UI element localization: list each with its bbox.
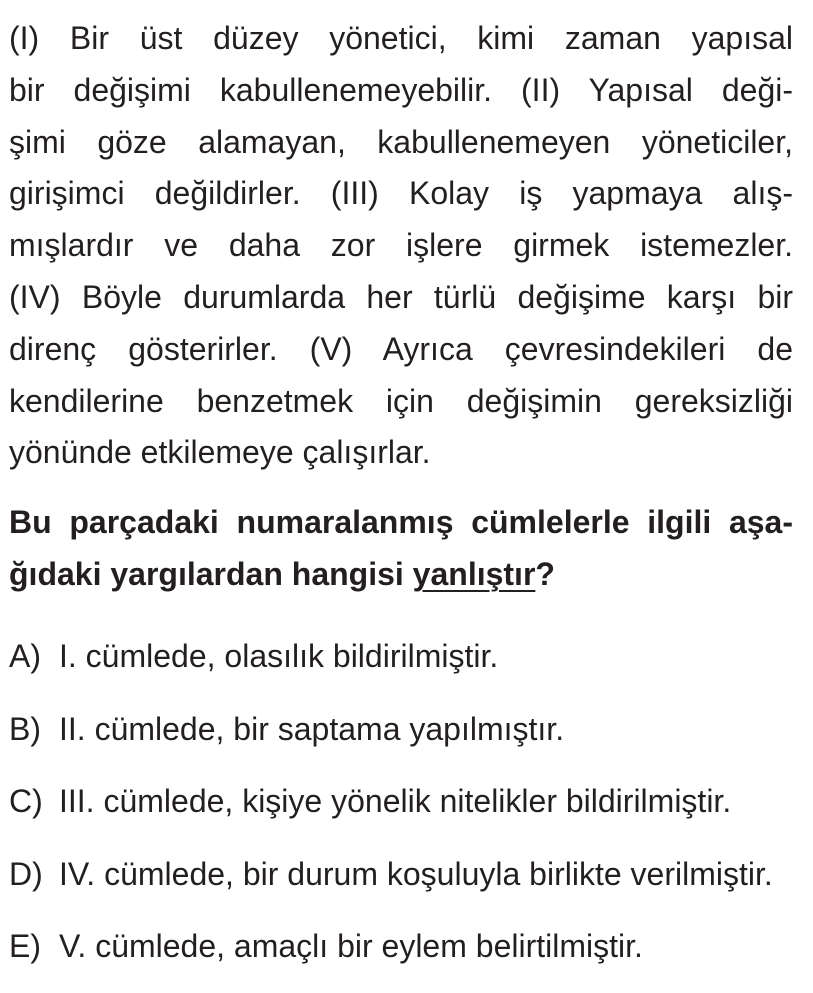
option-letter: E) <box>9 928 41 964</box>
question-stem <box>9 496 793 600</box>
option-text: IV. cümlede, bir durum koşuluyla birlikte verilmiştir. <box>59 855 773 892</box>
answer-option-a[interactable] <box>9 630 809 703</box>
passage-line: direnç gösterirler. (V) Ayrıca çevresindekileri de <box>9 330 793 367</box>
option-text: I. cümlede, olasılık bildirilmiştir. <box>59 638 499 674</box>
reading-passage <box>9 13 793 479</box>
passage-line: şimi göze alamayan, kabullenemeyen yöneticiler, <box>9 123 793 160</box>
passage-line: yönünde etkilemeye çalışırlar. <box>9 434 431 471</box>
answer-options <box>9 630 809 993</box>
answer-option-d[interactable] <box>9 848 809 921</box>
option-text: III. cümlede, kişiye yönelik nitelikler bildirilmiştir. <box>59 783 732 819</box>
option-letter: D) <box>9 855 43 892</box>
passage-line: girişimci değildirler. (III) Kolay iş yapmaya alış- <box>9 175 793 212</box>
question-text: ğıdaki yargılardan hangisi <box>9 556 413 592</box>
emphasized-word: yanlıştır <box>412 556 536 592</box>
option-letter: A) <box>9 638 41 674</box>
passage-line: (I) Bir üst düzey yönetici, kimi zaman yapısal <box>9 20 793 56</box>
option-letter: C) <box>9 783 43 819</box>
question-mark: ? <box>535 556 555 592</box>
passage-line: bir değişimi kabullenemeyebilir. (II) Yapısal deği- <box>9 71 793 108</box>
option-text: V. cümlede, amaçlı bir eylem belirtilmiştir. <box>59 928 643 964</box>
option-text: II. cümlede, bir saptama yapılmıştır. <box>59 710 565 747</box>
passage-line: (IV) Böyle durumlarda her türlü değişime karşı bir <box>9 278 793 315</box>
option-letter: B) <box>9 710 41 747</box>
passage-line: kendilerine benzetmek için değişimin gereksizliği <box>9 382 793 419</box>
passage-line: mışlardır ve daha zor işlere girmek istemezler. <box>9 227 793 264</box>
answer-option-e[interactable] <box>9 920 809 993</box>
answer-option-b[interactable] <box>9 703 809 776</box>
question-line-2 <box>9 548 793 600</box>
answer-option-c[interactable] <box>9 775 809 848</box>
question-line-1: Bu parçadaki numaralanmış cümlelerle ilgili aşa- <box>9 504 793 540</box>
